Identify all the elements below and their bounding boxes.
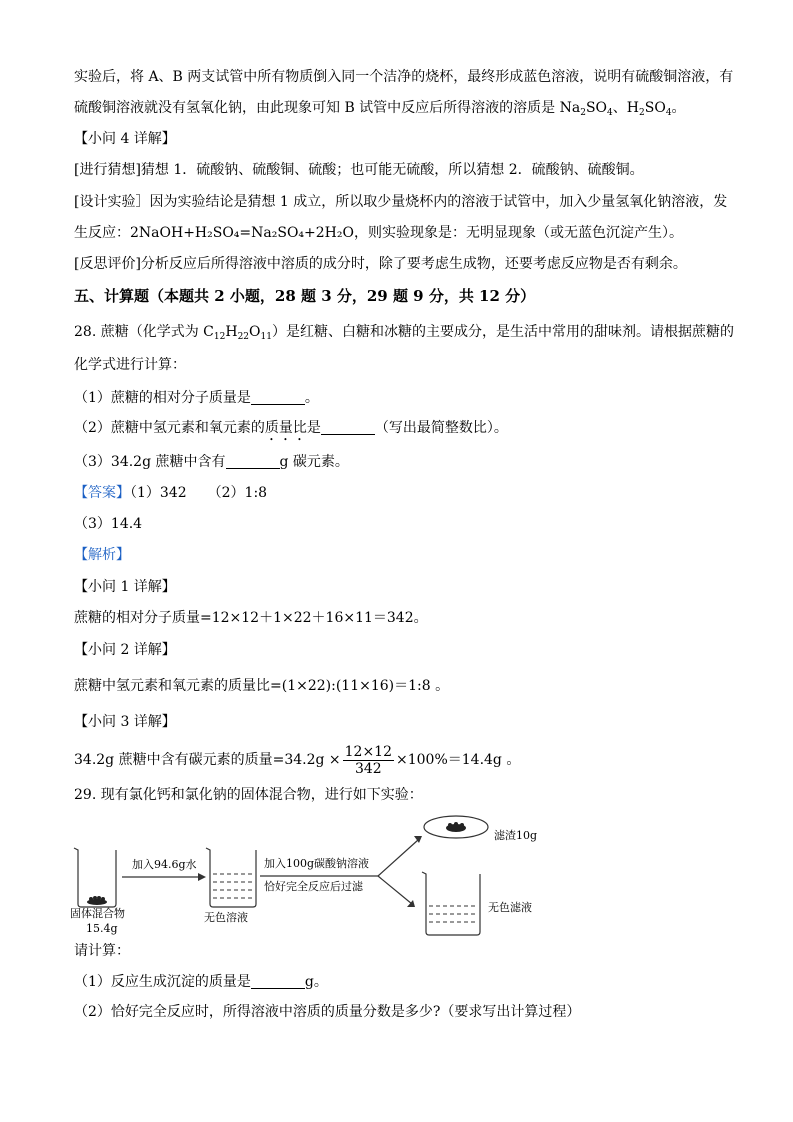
solution-label: 无色溶液 xyxy=(204,911,248,924)
question-28-stem: 28. 蔗糖（化学式为 $C_{12}H_{22}O_{11}$）是红糖、白糖和冰糖的主要成分，是生活中常用的甜味剂。请根据蔗糖的 xyxy=(74,324,734,342)
solid-sample-icon xyxy=(87,896,107,905)
filtrate-label: 无色滤液 xyxy=(488,901,532,914)
experiment-diagram xyxy=(70,812,590,940)
answer-blank[interactable] xyxy=(251,974,305,989)
answer-line: （3）14.4 xyxy=(74,516,143,532)
paragraph-line: [进行猜想]猜想 1．硫酸钠、硫酸铜、硫酸；也可能无硫酸，所以猜想 2．硫酸钠、硫酸铜。 xyxy=(74,162,644,178)
fraction: $\frac{12\times 12}{342}$ xyxy=(344,743,392,777)
question-28-part-1: （1）蔗糖的相对分子质量是 。 xyxy=(74,390,319,406)
filter-note-label: 恰好完全反应后过滤 xyxy=(264,880,363,893)
answer-blank[interactable] xyxy=(226,454,280,469)
solid-label: 固体混合物 xyxy=(70,907,125,920)
filtrate-dashes xyxy=(429,906,478,922)
answer-line: 【答案】（1）342 （2）1:8 xyxy=(74,485,268,501)
precipitate-icon xyxy=(446,822,466,832)
paragraph-line: 生反应：2NaOH+H₂SO₄=Na₂SO₄+2H₂O，则实验现象是：无明显现象（或无蓝色沉淀产生）。 xyxy=(74,225,683,241)
solution-line: 蔗糖的相对分子质量=12×12＋1×22＋16×11＝342。 xyxy=(74,610,428,626)
question-28-part-2: （2）蔗糖中氢元素和氧元素的质量比是 （写出最简整数比）。 xyxy=(74,420,508,436)
question-29-stem: 29. 现有氯化钙和氯化钠的固体混合物，进行如下实验： xyxy=(74,787,423,803)
subquestion-header: 【小问 4 详解】 xyxy=(74,131,176,147)
paragraph-line: [设计实验］因为实验结论是猜想 1 成立，所以取少量烧杯内的溶液于试管中，加入少量氢氧化钠溶液，发 xyxy=(74,194,728,210)
subquestion-header: 【小问 3 详解】 xyxy=(74,714,176,730)
paragraph-line: 硫酸铜溶液就没有氢氧化钠，由此现象可知 B 试管中反应后所得溶液的溶质是 $Na_2SO_4$、$H_2SO_4$。 xyxy=(74,100,686,118)
add-water-label: 加入94.6g水 xyxy=(132,858,197,871)
subquestion-header: 【小问 2 详解】 xyxy=(74,642,176,658)
answer-tag: 【答案】 xyxy=(74,485,130,501)
paragraph-line: 实验后，将 A、B 两支试管中所有物质倒入同一个洁净的烧杯，最终形成蓝色溶液，说明有硫酸铜溶液，有 xyxy=(74,69,734,85)
question-28-part-3: （3）34.2g 蔗糖中含有 g 碳元素。 xyxy=(74,454,349,470)
answer-blank[interactable] xyxy=(321,420,375,435)
question-29-part-1: （1）反应生成沉淀的质量是 g。 xyxy=(74,974,328,990)
subquestion-header: 【小问 1 详解】 xyxy=(74,579,176,595)
beaker-icon xyxy=(422,872,480,935)
residue-label: 滤渣10g xyxy=(494,829,538,842)
solution-line: 蔗糖中氢元素和氧元素的质量比=(1×22):(11×16)＝1:8 。 xyxy=(74,678,450,694)
answer-blank[interactable] xyxy=(251,390,305,405)
section-title: 五、计算题（本题共 2 小题，28 题 3 分，29 题 9 分，共 12 分） xyxy=(74,287,536,305)
question-29-part-2: （2）恰好完全反应时，所得溶液中溶质的质量分数是多少?（要求写出计算过程） xyxy=(74,1004,581,1020)
solution-dashes xyxy=(213,874,254,898)
add-reagent-label: 加入100g碳酸钠溶液 xyxy=(264,857,370,870)
analysis-tag: 【解析】 xyxy=(74,547,130,563)
paragraph-line: [反思评价]分析反应后所得溶液中溶质的成分时，除了要考虑生成物，还要考虑反应物是否有剩余。 xyxy=(74,256,687,272)
paragraph-line: 化学式进行计算： xyxy=(74,357,186,373)
solution-line: 34.2g 蔗糖中含有碳元素的质量=34.2g × $\frac{12\times 12}{342}$ ×100%＝14.4g 。 xyxy=(74,743,521,777)
solid-mass: 15.4g xyxy=(86,922,118,935)
paragraph-line: 请计算： xyxy=(74,943,130,959)
